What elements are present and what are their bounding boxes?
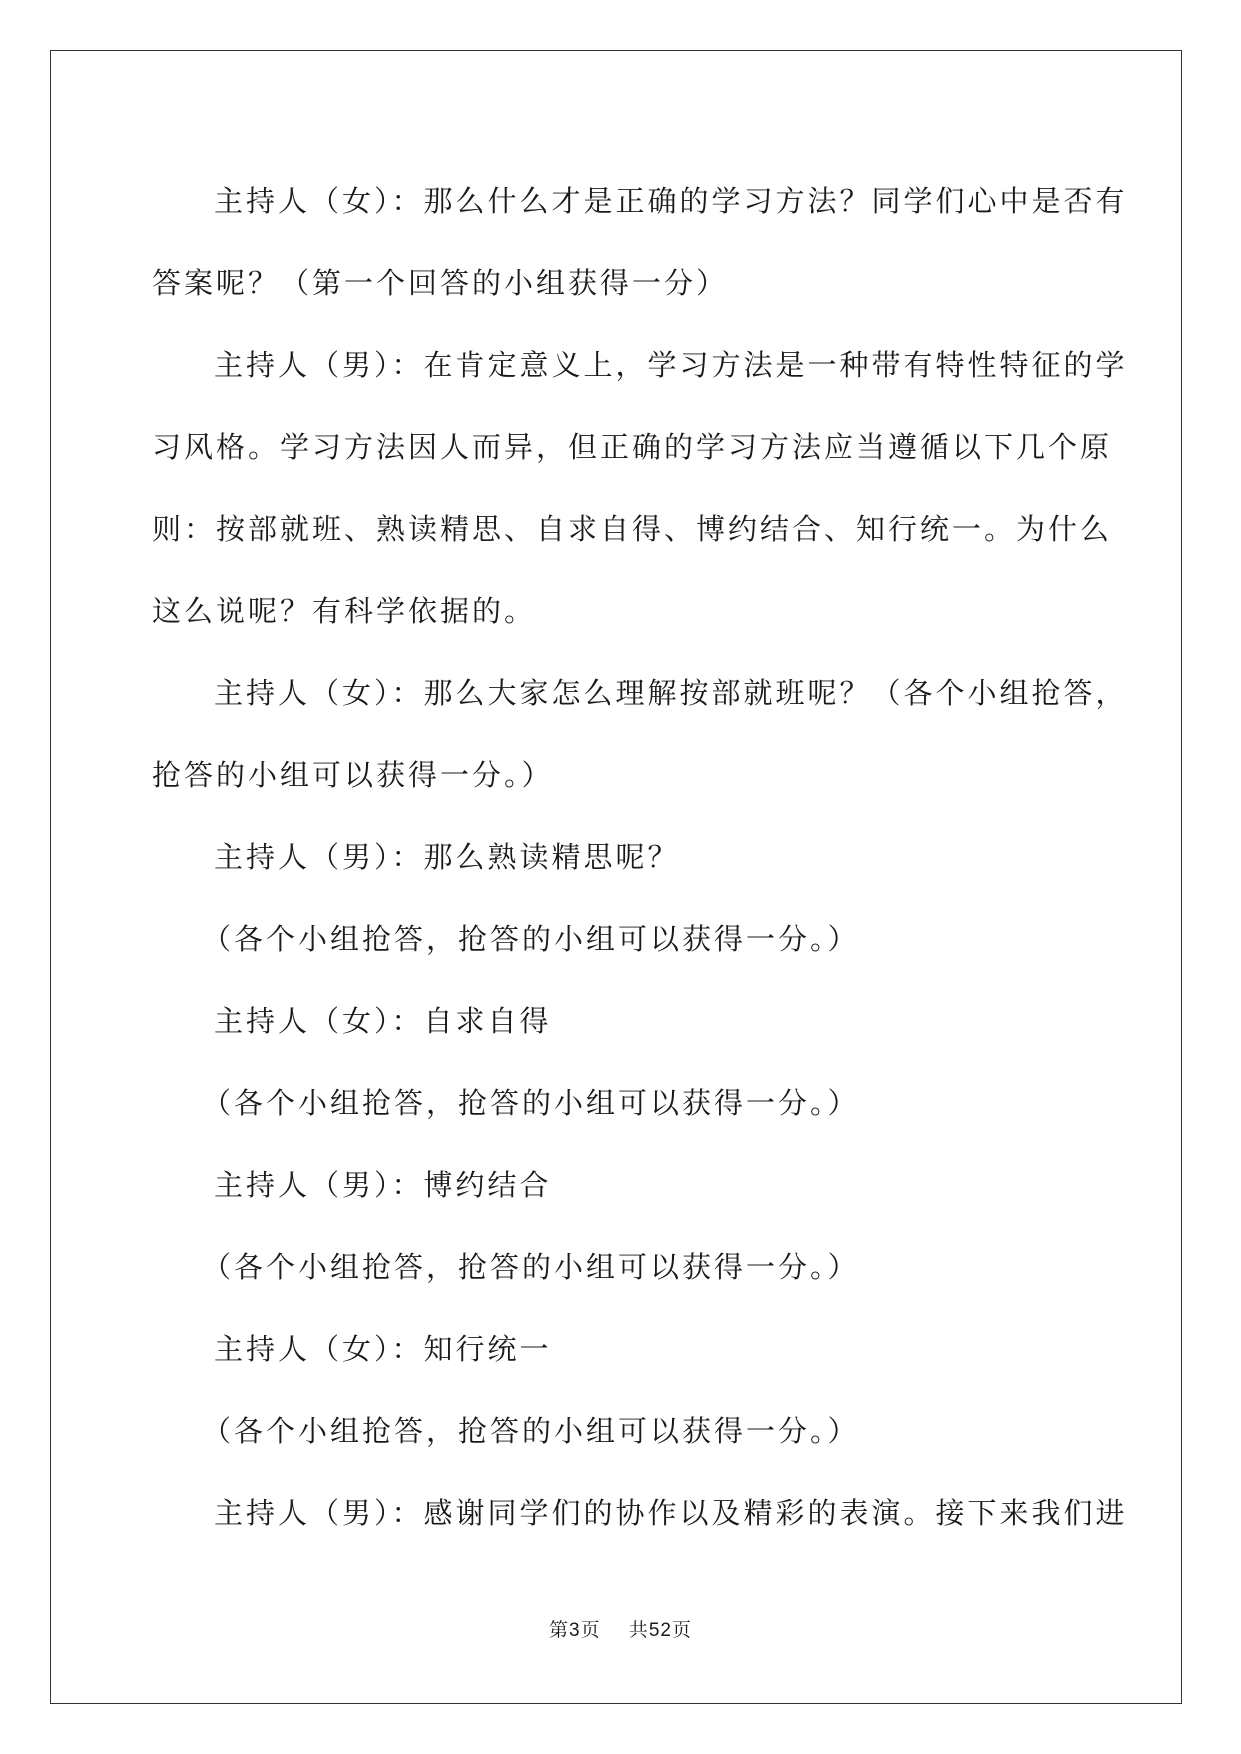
paragraph-line: 这么说呢？有科学依据的。 bbox=[152, 594, 537, 628]
paragraph-line: 主持人（女）：自求自得 bbox=[214, 1004, 552, 1038]
paragraph-line: 主持人（女）：那么什么才是正确的学习方法？同学们心中是否有 bbox=[214, 184, 1128, 218]
document-body bbox=[152, 160, 1128, 1554]
paragraph-line: （各个小组抢答，抢答的小组可以获得一分。） bbox=[202, 1414, 860, 1448]
paragraph-line: 习风格。学习方法因人而异，但正确的学习方法应当遵循以下几个原 bbox=[152, 430, 1113, 464]
page-footer bbox=[0, 1615, 1241, 1642]
current-page-number: 3 bbox=[569, 1620, 581, 1641]
paragraph-line: 答案呢？（第一个回答的小组获得一分） bbox=[152, 266, 729, 300]
paragraph-line: 主持人（男）：那么熟读精思呢？ bbox=[214, 840, 680, 874]
paragraph-line: （各个小组抢答，抢答的小组可以获得一分。） bbox=[202, 1250, 860, 1284]
paragraph-line: 主持人（女）：那么大家怎么理解按部就班呢？（各个小组抢答， bbox=[214, 676, 1128, 710]
paragraph-line: 主持人（男）：博约结合 bbox=[214, 1168, 552, 1202]
paragraph-line: （各个小组抢答，抢答的小组可以获得一分。） bbox=[202, 1086, 860, 1120]
paragraph-line: 主持人（男）：在肯定意义上，学习方法是一种带有特性特征的学 bbox=[214, 348, 1128, 382]
footer-page-suffix: 页 bbox=[580, 1619, 601, 1641]
total-page-count: 52 bbox=[648, 1620, 672, 1641]
footer-total-prefix: 共 bbox=[628, 1619, 649, 1641]
paragraph-line: 主持人（男）：感谢同学们的协作以及精彩的表演。接下来我们进 bbox=[214, 1496, 1128, 1530]
paragraph-line: 则：按部就班、熟读精思、自求自得、博约结合、知行统一。为什么 bbox=[152, 512, 1113, 546]
paragraph-line: 主持人（女）：知行统一 bbox=[214, 1332, 552, 1366]
paragraph-line: （各个小组抢答，抢答的小组可以获得一分。） bbox=[202, 922, 860, 956]
footer-prefix: 第 bbox=[549, 1619, 570, 1641]
footer-total-suffix: 页 bbox=[671, 1619, 692, 1641]
paragraph-line: 抢答的小组可以获得一分。） bbox=[152, 758, 554, 792]
